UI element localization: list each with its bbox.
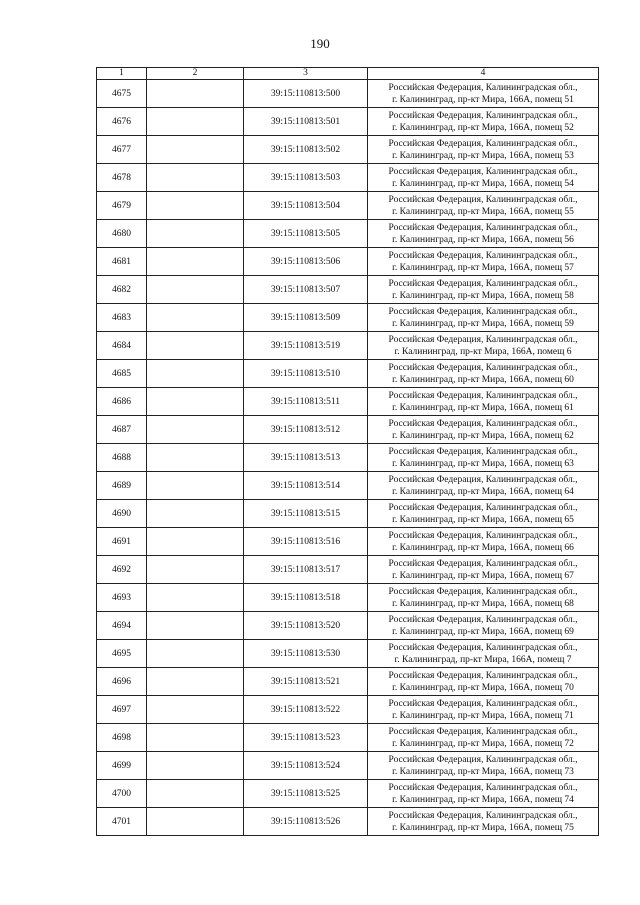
address-line-2: г. Калининград, пр-кт Мира, 166А, помещ 67 [392,570,574,581]
column-2-cell [147,752,244,780]
address-line-1: Российская Федерация, Калининградская обл., [388,362,578,373]
address-cell [368,472,599,500]
row-number: 4697 [97,696,147,724]
table-row [97,472,599,500]
table-row [97,808,599,836]
row-number: 4689 [97,472,147,500]
column-2-cell [147,192,244,220]
cadastral-number: 39:15:110813:504 [244,192,368,220]
cadastral-number: 39:15:110813:500 [244,80,368,108]
column-2-cell [147,808,244,836]
address-line-1: Российская Федерация, Калининградская обл., [388,614,578,625]
table-row [97,696,599,724]
table-row [97,248,599,276]
address-line-2: г. Калининград, пр-кт Мира, 166А, помещ 66 [392,542,574,553]
cadastral-number: 39:15:110813:519 [244,332,368,360]
cadastral-number: 39:15:110813:505 [244,220,368,248]
row-number: 4695 [97,640,147,668]
cadastral-number: 39:15:110813:526 [244,808,368,836]
table-row [97,108,599,136]
address-line-1: Российская Федерация, Калининградская обл., [388,446,578,457]
address-line-1: Российская Федерация, Калининградская обл., [388,698,578,709]
column-2-cell [147,500,244,528]
address-cell [368,332,599,360]
address-cell [368,528,599,556]
table-row [97,668,599,696]
address-line-1: Российская Федерация, Калининградская обл., [388,110,578,121]
header-row [97,68,599,80]
address-line-1: Российская Федерация, Калининградская обл., [388,194,578,205]
address-cell [368,108,599,136]
row-number: 4683 [97,304,147,332]
table-row [97,528,599,556]
address-line-2: г. Калининград, пр-кт Мира, 166А, помещ 6 [394,346,572,357]
table-row [97,444,599,472]
column-2-cell [147,584,244,612]
address-line-2: г. Калининград, пр-кт Мира, 166А, помещ 7 [394,654,572,665]
cadastral-number: 39:15:110813:513 [244,444,368,472]
page-number: 190 [310,36,330,51]
address-cell [368,780,599,808]
table-row [97,612,599,640]
column-2-cell [147,444,244,472]
column-header-1: 1 [97,68,147,80]
row-number: 4679 [97,192,147,220]
cadastral-number: 39:15:110813:501 [244,108,368,136]
address-line-2: г. Калининград, пр-кт Мира, 166А, помещ 54 [392,178,574,189]
address-cell [368,80,599,108]
column-2-cell [147,136,244,164]
cadastral-number: 39:15:110813:520 [244,612,368,640]
cadastral-number: 39:15:110813:510 [244,360,368,388]
cadastral-number: 39:15:110813:502 [244,136,368,164]
address-line-2: г. Калининград, пр-кт Мира, 166А, помещ 55 [392,206,574,217]
address-line-1: Российская Федерация, Калининградская обл., [388,166,578,177]
table-row [97,724,599,752]
column-2-cell [147,80,244,108]
address-line-2: г. Калининград, пр-кт Мира, 166А, помещ 70 [392,682,574,693]
row-number: 4684 [97,332,147,360]
cadastral-number: 39:15:110813:517 [244,556,368,584]
address-line-1: Российская Федерация, Калининградская обл., [388,642,578,653]
address-line-1: Российская Федерация, Калининградская обл., [388,558,578,569]
cadastral-number: 39:15:110813:521 [244,668,368,696]
address-line-1: Российская Федерация, Калининградская обл., [388,418,578,429]
address-cell [368,444,599,472]
row-number: 4680 [97,220,147,248]
address-cell [368,192,599,220]
column-2-cell [147,248,244,276]
row-number: 4676 [97,108,147,136]
column-2-cell [147,528,244,556]
column-2-cell [147,724,244,752]
address-line-2: г. Калининград, пр-кт Мира, 166А, помещ 65 [392,514,574,525]
column-2-cell [147,668,244,696]
row-number: 4688 [97,444,147,472]
address-line-1: Российская Федерация, Калининградская обл., [388,334,578,345]
cadastral-number: 39:15:110813:522 [244,696,368,724]
address-cell [368,584,599,612]
row-number: 4690 [97,500,147,528]
address-line-2: г. Калининград, пр-кт Мира, 166А, помещ 56 [392,234,574,245]
address-line-1: Российская Федерация, Калининградская обл., [388,250,578,261]
row-number: 4699 [97,752,147,780]
row-number: 4681 [97,248,147,276]
address-line-2: г. Калининград, пр-кт Мира, 166А, помещ 51 [392,94,574,105]
table-row [97,360,599,388]
column-2-cell [147,416,244,444]
address-cell [368,556,599,584]
column-header-4: 4 [368,68,599,80]
address-cell [368,388,599,416]
table-row [97,304,599,332]
column-2-cell [147,640,244,668]
address-cell [368,808,599,836]
cadastral-number: 39:15:110813:514 [244,472,368,500]
table-row [97,192,599,220]
cadastral-number: 39:15:110813:512 [244,416,368,444]
registry-table [96,67,599,836]
table-row [97,752,599,780]
address-cell [368,360,599,388]
address-cell [368,304,599,332]
address-cell [368,696,599,724]
address-cell [368,276,599,304]
column-2-cell [147,612,244,640]
address-cell [368,416,599,444]
table-row [97,780,599,808]
cadastral-number: 39:15:110813:515 [244,500,368,528]
address-cell [368,500,599,528]
table-row [97,584,599,612]
row-number: 4685 [97,360,147,388]
column-2-cell [147,332,244,360]
column-header-2: 2 [147,68,244,80]
address-line-2: г. Калининград, пр-кт Мира, 166А, помещ 63 [392,458,574,469]
address-line-1: Российская Федерация, Калининградская обл., [388,530,578,541]
row-number: 4693 [97,584,147,612]
table-row [97,80,599,108]
cadastral-number: 39:15:110813:509 [244,304,368,332]
cadastral-number: 39:15:110813:530 [244,640,368,668]
address-line-2: г. Калининград, пр-кт Мира, 166А, помещ 57 [392,262,574,273]
row-number: 4700 [97,780,147,808]
table-row [97,416,599,444]
address-line-2: г. Калининград, пр-кт Мира, 166А, помещ 74 [392,794,574,805]
cadastral-number: 39:15:110813:524 [244,752,368,780]
row-number: 4691 [97,528,147,556]
row-number: 4698 [97,724,147,752]
row-number: 4677 [97,136,147,164]
cadastral-number: 39:15:110813:503 [244,164,368,192]
table-row [97,640,599,668]
cadastral-number: 39:15:110813:523 [244,724,368,752]
row-number: 4701 [97,808,147,836]
address-line-1: Российская Федерация, Калининградская обл., [388,278,578,289]
address-line-1: Российская Федерация, Калининградская обл., [388,138,578,149]
address-line-2: г. Калининград, пр-кт Мира, 166А, помещ 59 [392,318,574,329]
table-header [97,68,599,80]
address-line-1: Российская Федерация, Калининградская обл., [388,726,578,737]
address-line-2: г. Калининград, пр-кт Мира, 166А, помещ 62 [392,430,574,441]
cadastral-number: 39:15:110813:506 [244,248,368,276]
address-line-1: Российская Федерация, Калининградская обл., [388,474,578,485]
address-line-1: Российская Федерация, Калининградская обл., [388,586,578,597]
address-line-2: г. Калининград, пр-кт Мира, 166А, помещ 71 [392,710,574,721]
cadastral-number: 39:15:110813:516 [244,528,368,556]
address-cell [368,248,599,276]
column-2-cell [147,164,244,192]
address-line-2: г. Калининград, пр-кт Мира, 166А, помещ 68 [392,598,574,609]
table-row [97,164,599,192]
row-number: 4687 [97,416,147,444]
address-line-2: г. Калининград, пр-кт Мира, 166А, помещ 69 [392,626,574,637]
table-row [97,556,599,584]
address-line-2: г. Калининград, пр-кт Мира, 166А, помещ 61 [392,402,574,413]
address-line-1: Российская Федерация, Калининградская обл., [388,306,578,317]
address-line-2: г. Калининград, пр-кт Мира, 166А, помещ 53 [392,150,574,161]
column-header-3: 3 [244,68,368,80]
address-cell [368,612,599,640]
address-cell [368,164,599,192]
cadastral-number: 39:15:110813:511 [244,388,368,416]
address-line-2: г. Калининград, пр-кт Мира, 166А, помещ 72 [392,738,574,749]
column-2-cell [147,360,244,388]
address-line-1: Российская Федерация, Калининградская обл., [388,782,578,793]
column-2-cell [147,472,244,500]
address-line-2: г. Калининград, пр-кт Мира, 166А, помещ 73 [392,766,574,777]
address-line-1: Российская Федерация, Калининградская обл., [388,810,578,821]
row-number: 4675 [97,80,147,108]
address-cell [368,668,599,696]
table-row [97,500,599,528]
row-number: 4692 [97,556,147,584]
column-2-cell [147,388,244,416]
column-2-cell [147,276,244,304]
address-line-2: г. Калининград, пр-кт Мира, 166А, помещ 64 [392,486,574,497]
address-cell [368,220,599,248]
address-line-1: Российская Федерация, Калининградская обл., [388,754,578,765]
row-number: 4682 [97,276,147,304]
address-cell [368,640,599,668]
address-line-2: г. Калининград, пр-кт Мира, 166А, помещ 60 [392,374,574,385]
column-2-cell [147,556,244,584]
table-row [97,388,599,416]
column-2-cell [147,108,244,136]
table-body [97,80,599,836]
table-row [97,136,599,164]
address-line-1: Российская Федерация, Калининградская обл., [388,82,578,93]
address-line-2: г. Калининград, пр-кт Мира, 166А, помещ 75 [392,822,574,833]
address-line-1: Российская Федерация, Калининградская обл., [388,670,578,681]
column-2-cell [147,696,244,724]
column-2-cell [147,304,244,332]
cadastral-number: 39:15:110813:518 [244,584,368,612]
column-2-cell [147,780,244,808]
row-number: 4696 [97,668,147,696]
address-cell [368,752,599,780]
address-cell [368,136,599,164]
column-2-cell [147,220,244,248]
table-row [97,276,599,304]
cadastral-number: 39:15:110813:507 [244,276,368,304]
address-line-1: Российская Федерация, Калининградская обл., [388,222,578,233]
row-number: 4678 [97,164,147,192]
cadastral-number: 39:15:110813:525 [244,780,368,808]
address-line-2: г. Калининград, пр-кт Мира, 166А, помещ 52 [392,122,574,133]
address-line-1: Российская Федерация, Калининградская обл., [388,502,578,513]
address-line-2: г. Калининград, пр-кт Мира, 166А, помещ 58 [392,290,574,301]
address-cell [368,724,599,752]
table-row [97,220,599,248]
row-number: 4686 [97,388,147,416]
address-line-1: Российская Федерация, Калининградская обл., [388,390,578,401]
table-row [97,332,599,360]
row-number: 4694 [97,612,147,640]
